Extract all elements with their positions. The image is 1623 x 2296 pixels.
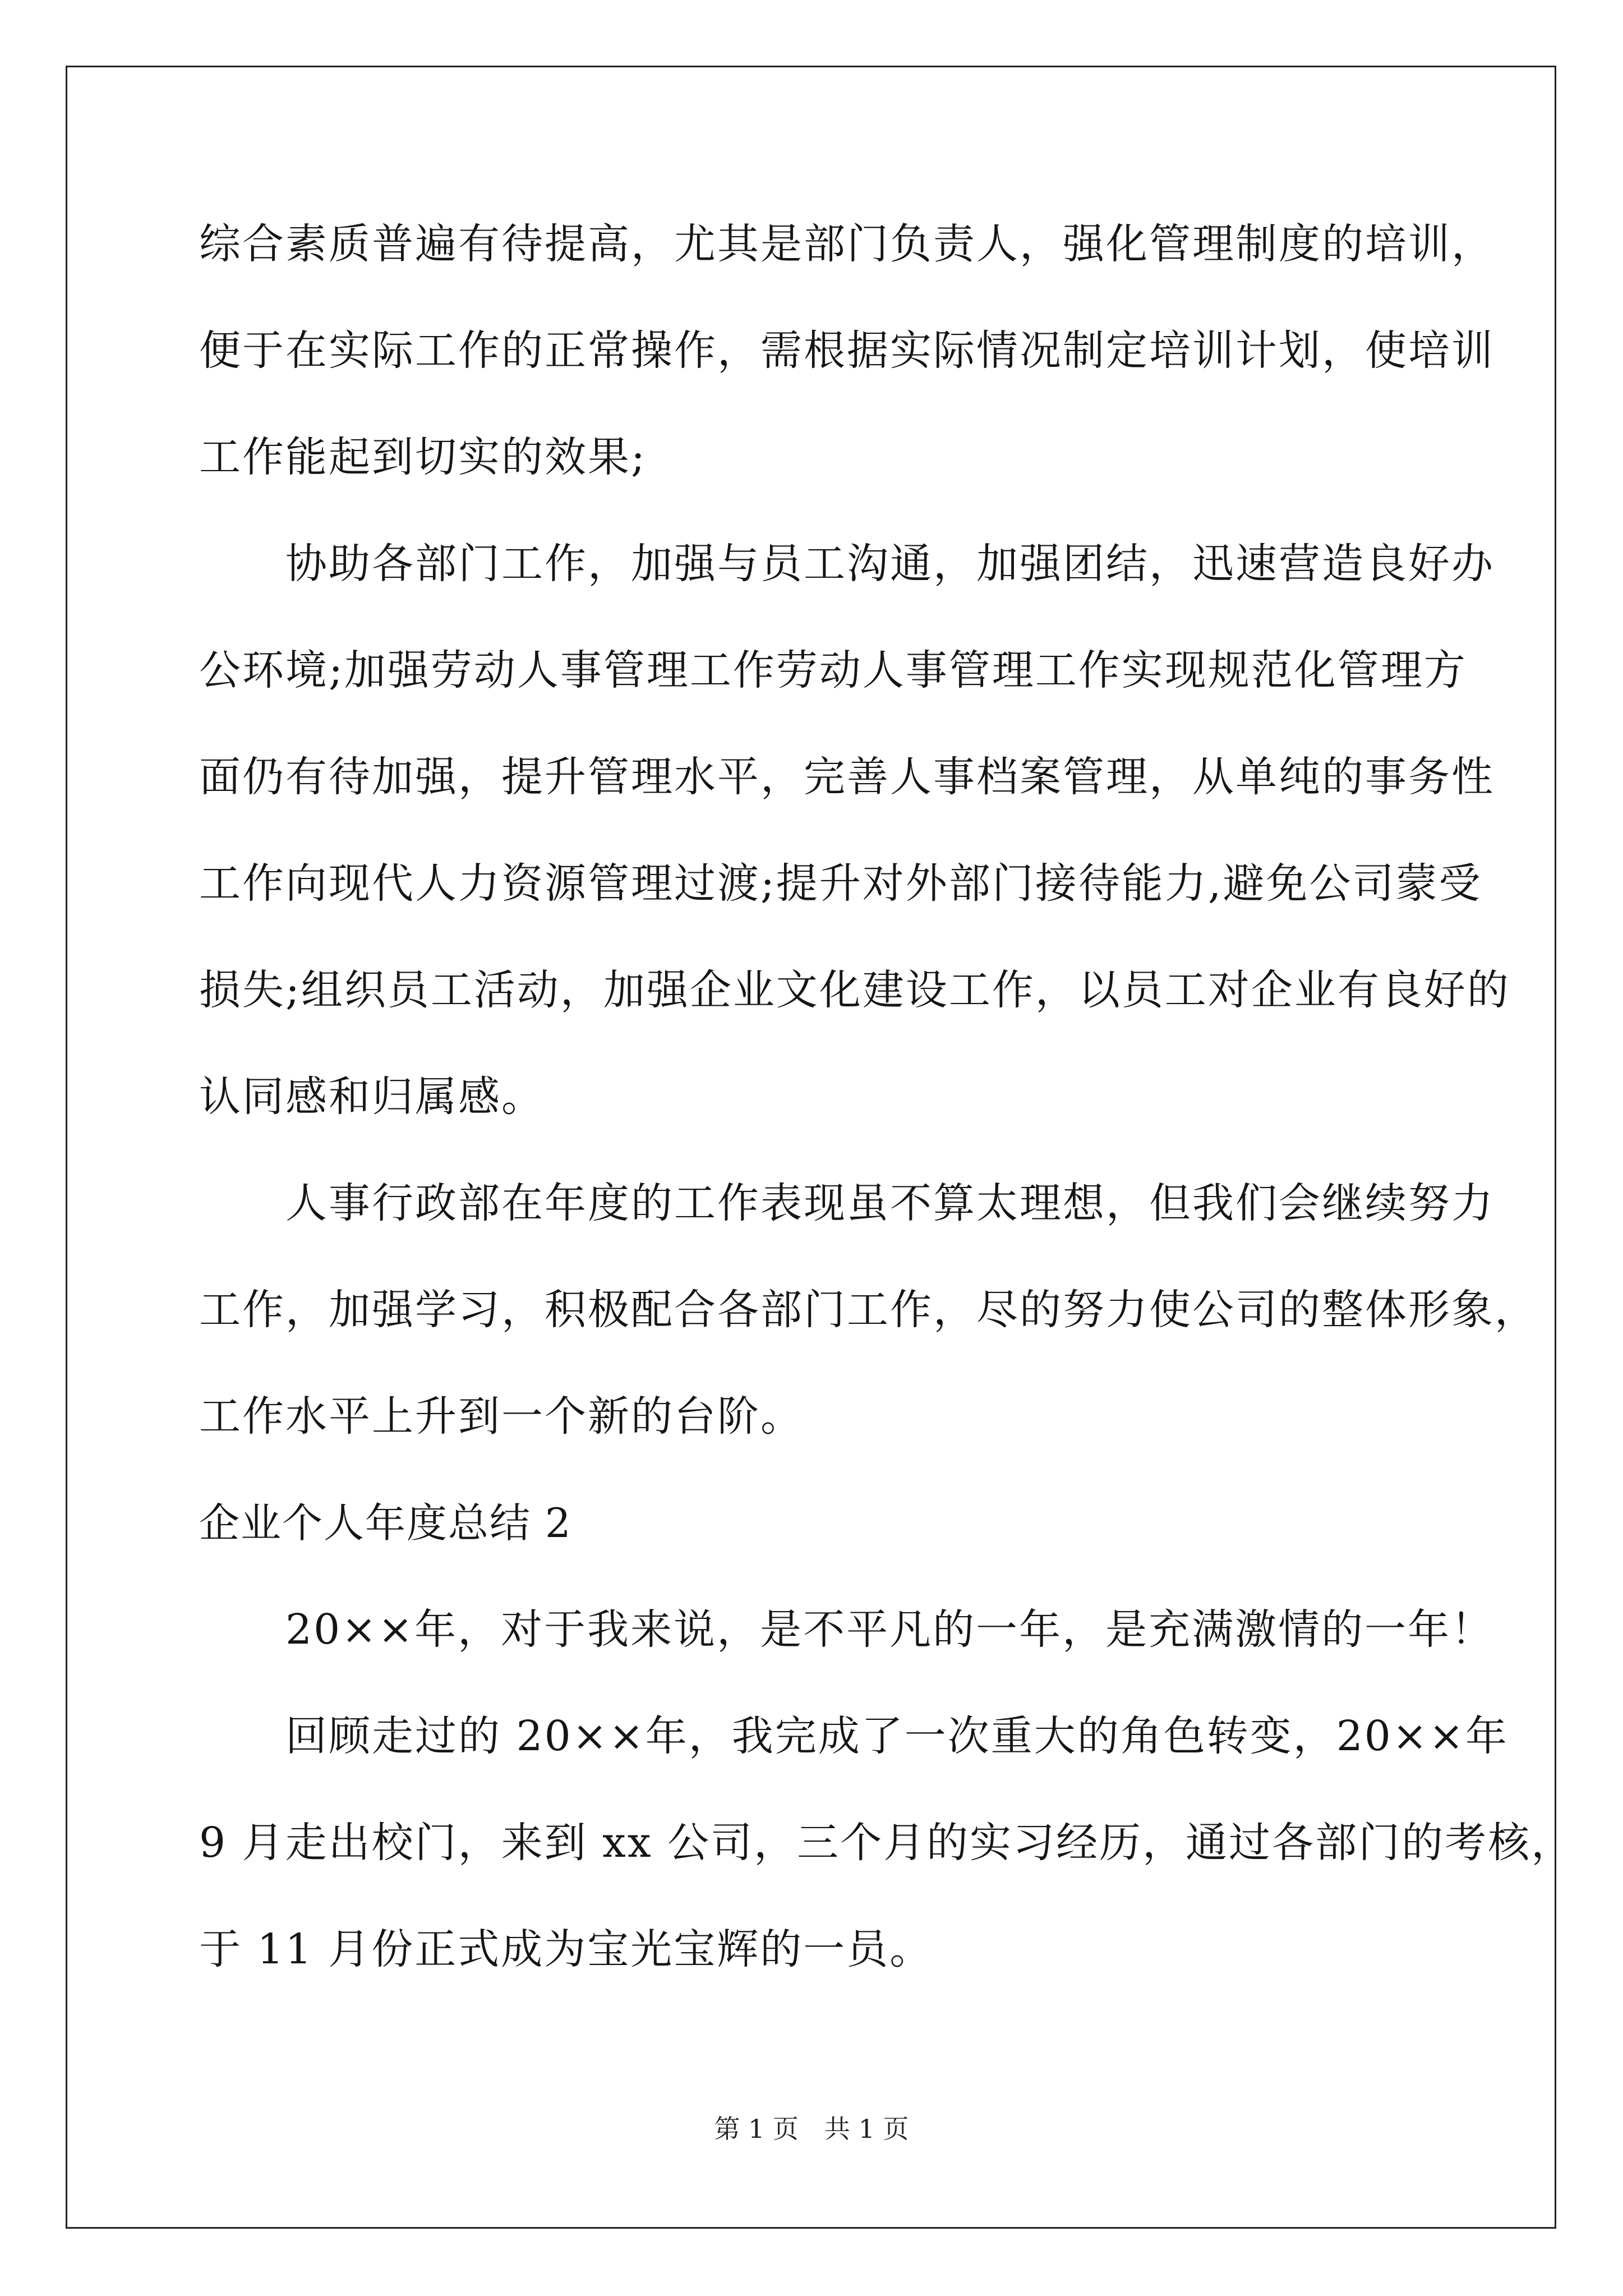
text-line: 于 11 月份正式成为宝光宝辉的一员。 xyxy=(199,1925,933,1973)
section-heading: 企业个人年度总结 2 xyxy=(199,1499,572,1547)
text-line: 认同感和归属感。 xyxy=(199,1073,545,1121)
text-line: 人事行政部在年度的工作表现虽不算太理想，但我们会继续努力 xyxy=(199,1179,1495,1227)
text-line: 损失;组织员工活动，加强企业文化建设工作，以员工对企业有良好的 xyxy=(199,966,1510,1014)
text-line: 综合素质普遍有待提高，尤其是部门负责人，强化管理制度的培训， xyxy=(199,220,1495,268)
text-line: 公环境;加强劳动人事管理工作劳动人事管理工作实现规范化管理方 xyxy=(199,646,1467,694)
text-line: 工作能起到切实的效果; xyxy=(199,433,647,481)
text-line: 20××年，对于我来说，是不平凡的一年，是充满激情的一年！ xyxy=(199,1605,1495,1654)
page-number-footer: 第 1 页 共 1 页 xyxy=(714,2114,909,2144)
text-line: 工作，加强学习，积极配合各部门工作，尽的努力使公司的整体形象， xyxy=(199,1286,1538,1334)
text-line: 便于在实际工作的正常操作，需根据实际情况制定培训计划，使培训 xyxy=(199,326,1495,375)
text-line: 工作向现代人力资源管理过渡;提升对外部门接待能力,避免公司蒙受 xyxy=(199,859,1482,908)
text-line: 面仍有待加强，提升管理水平，完善人事档案管理，从单纯的事务性 xyxy=(199,753,1495,801)
text-line: 9 月走出校门，来到 xx 公司，三个月的实习经历，通过各部门的考核， xyxy=(199,1819,1575,1867)
text-line: 回顾走过的 20××年，我完成了一次重大的角色转变，20××年 xyxy=(199,1712,1509,1760)
text-line: 工作水平上升到一个新的台阶。 xyxy=(199,1392,804,1441)
text-line: 协助各部门工作，加强与员工沟通，加强团结，迅速营造良好办 xyxy=(199,540,1495,588)
page-border xyxy=(66,66,1556,2229)
